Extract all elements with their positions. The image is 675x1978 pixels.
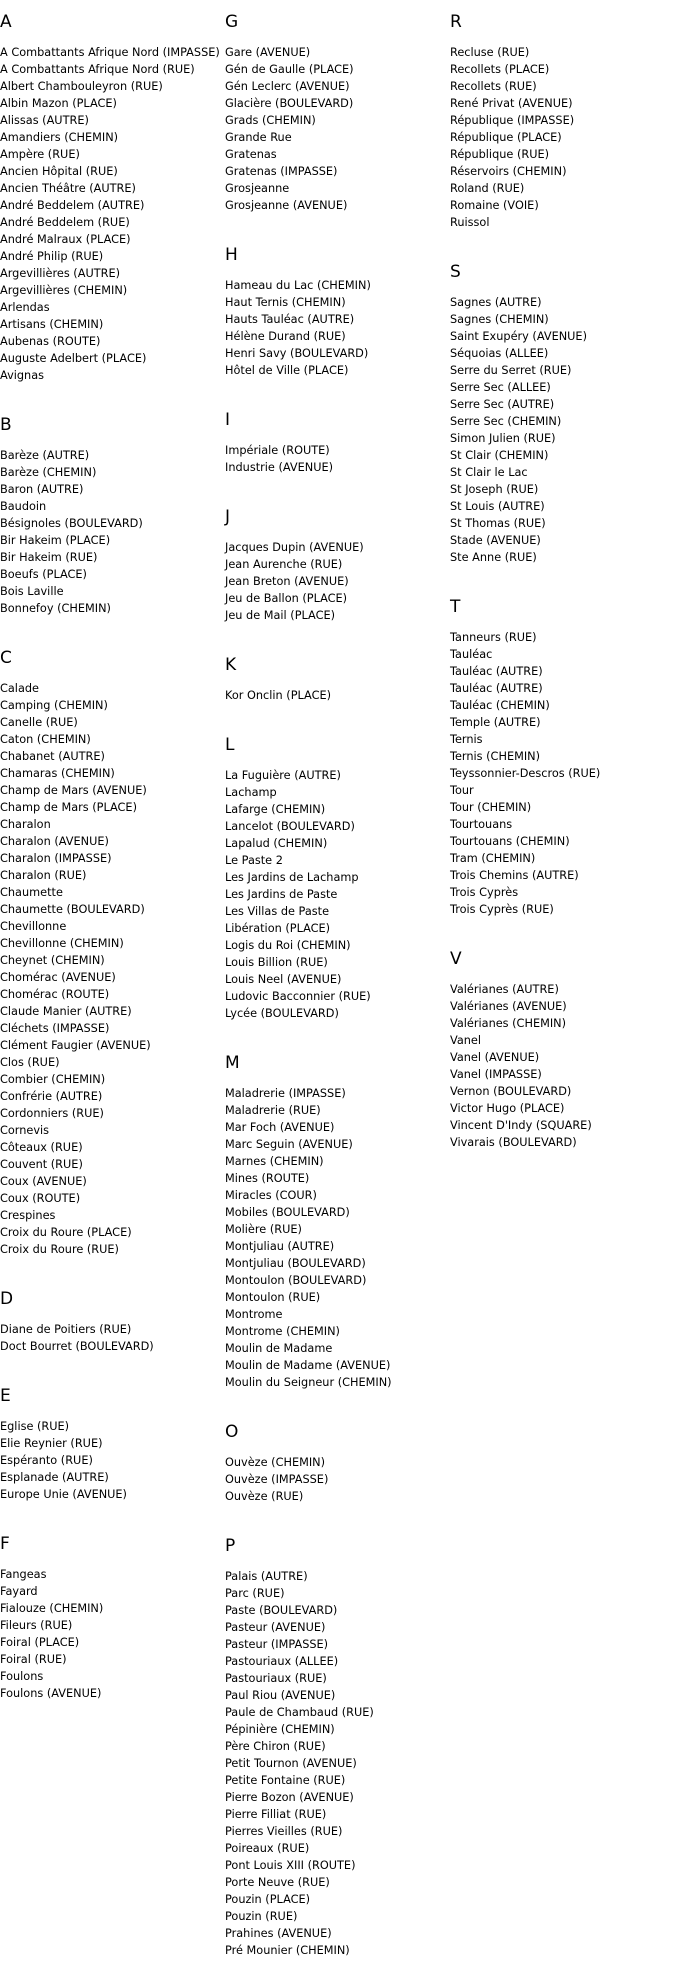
street-entry: Cléchets (IMPASSE) (0, 1022, 110, 1035)
street-entry: Les Villas de Paste (225, 905, 330, 918)
street-entry: République (RUE) (450, 148, 550, 161)
street-entry: Marnes (CHEMIN) (225, 1155, 324, 1168)
street-entry: Industrie (AVENUE) (225, 461, 334, 474)
street-entry: Jacques Dupin (AVENUE) (225, 541, 364, 554)
street-entry: Vincent D'Indy (SQUARE) (450, 1119, 592, 1132)
letter-section (0, 403, 225, 617)
street-list (0, 44, 225, 384)
street-entry: Grosjeanne (AVENUE) (225, 199, 348, 212)
street-entry: Clément Faugier (AVENUE) (0, 1039, 151, 1052)
street-list (225, 277, 450, 379)
letter-section (450, 585, 675, 918)
street-entry: Jean Breton (AVENUE) (225, 575, 349, 588)
street-entry: Hameau du Lac (CHEMIN) (225, 279, 371, 292)
street-entry: Doct Bourret (BOULEVARD) (0, 1340, 154, 1353)
section-letter-heading: O (225, 1422, 239, 1442)
street-list (225, 442, 450, 476)
street-entry: Artisans (CHEMIN) (0, 318, 104, 331)
street-entry: Tram (CHEMIN) (450, 852, 536, 865)
street-entry: Teyssonnier-Descros (RUE) (450, 767, 601, 780)
street-entry: Croix du Roure (RUE) (0, 1243, 119, 1256)
street-entry: République (IMPASSE) (450, 114, 575, 127)
letter-section (225, 1041, 450, 1391)
street-entry: Arlendas (0, 301, 50, 314)
street-entry: Haut Ternis (CHEMIN) (225, 296, 346, 309)
street-entry: Boeufs (PLACE) (0, 568, 87, 581)
street-entry: Champ de Mars (AVENUE) (0, 784, 147, 797)
street-entry: Lancelot (BOULEVARD) (225, 820, 355, 833)
street-entry: Séquoias (ALLEE) (450, 347, 549, 360)
street-entry: Cornevis (0, 1124, 50, 1137)
street-entry: Fialouze (CHEMIN) (0, 1602, 104, 1615)
street-entry: Canelle (RUE) (0, 716, 78, 729)
street-entry: Sagnes (AUTRE) (450, 296, 542, 309)
street-entry: Avignas (0, 369, 45, 382)
street-entry: André Beddelem (RUE) (0, 216, 130, 229)
section-letter-heading: B (0, 415, 12, 435)
street-entry: Fayard (0, 1585, 38, 1598)
street-entry: Coux (ROUTE) (0, 1192, 81, 1205)
street-entry: Tauléac (450, 648, 493, 661)
street-entry: Amandiers (CHEMIN) (0, 131, 119, 144)
street-entry: Mobiles (BOULEVARD) (225, 1206, 350, 1219)
street-entry: Pasteur (AVENUE) (225, 1621, 326, 1634)
street-entry: Albin Mazon (PLACE) (0, 97, 117, 110)
street-entry: Serre Sec (AUTRE) (450, 398, 555, 411)
street-entry: Tourtouans (CHEMIN) (450, 835, 570, 848)
street-entry: Sagnes (CHEMIN) (450, 313, 549, 326)
street-list (0, 680, 225, 1258)
street-entry: Lapalud (CHEMIN) (225, 837, 328, 850)
street-entry: Maladrerie (IMPASSE) (225, 1087, 346, 1100)
street-entry: André Malraux (PLACE) (0, 233, 131, 246)
street-entry: Ternis (450, 733, 483, 746)
street-entry: André Philip (RUE) (0, 250, 104, 263)
street-entry: Pierres Vieilles (RUE) (225, 1825, 343, 1838)
street-entry: Foulons (AVENUE) (0, 1687, 102, 1700)
street-entry: Esplanade (AUTRE) (0, 1471, 109, 1484)
street-entry: Valérianes (CHEMIN) (450, 1017, 567, 1030)
street-entry: Jeu de Ballon (PLACE) (225, 592, 348, 605)
index-column-3 (450, 0, 675, 1170)
street-entry: Les Jardins de Lachamp (225, 871, 359, 884)
street-entry: Louis Neel (AVENUE) (225, 973, 342, 986)
street-entry: Foulons (0, 1670, 44, 1683)
letter-section (225, 643, 450, 704)
street-entry: Marc Seguin (AVENUE) (225, 1138, 353, 1151)
street-entry: Ruissol (450, 216, 490, 229)
street-entry: Grande Rue (225, 131, 292, 144)
street-entry: Temple (AUTRE) (450, 716, 541, 729)
street-entry: Bir Hakeim (RUE) (0, 551, 98, 564)
street-entry: Vernon (BOULEVARD) (450, 1085, 572, 1098)
street-entry: Auguste Adelbert (PLACE) (0, 352, 147, 365)
street-entry: Cheynet (CHEMIN) (0, 954, 105, 967)
street-entry: Elie Reynier (RUE) (0, 1437, 103, 1450)
section-letter-heading: R (450, 12, 462, 32)
street-entry: Vanel (AVENUE) (450, 1051, 540, 1064)
street-entry: Trois Chemins (AUTRE) (450, 869, 579, 882)
letter-section (450, 250, 675, 566)
street-entry: Molière (RUE) (225, 1223, 302, 1236)
street-entry: Tauléac (AUTRE) (450, 665, 543, 678)
street-list (225, 687, 450, 704)
street-entry: Serre du Serret (RUE) (450, 364, 572, 377)
street-entry: Pouzin (RUE) (225, 1910, 298, 1923)
street-entry: Clos (RUE) (0, 1056, 60, 1069)
street-entry: Palais (AUTRE) (225, 1570, 308, 1583)
street-entry: Louis Billion (RUE) (225, 956, 328, 969)
street-entry: Poireaux (RUE) (225, 1842, 310, 1855)
letter-section (225, 233, 450, 379)
section-letter-heading: A (0, 12, 12, 32)
street-entry: Montjuliau (AUTRE) (225, 1240, 335, 1253)
letter-section (0, 0, 225, 384)
street-entry: Parc (RUE) (225, 1587, 285, 1600)
street-entry: Argevillières (AUTRE) (0, 267, 121, 280)
section-letter-heading: J (225, 507, 231, 527)
street-entry: Le Paste 2 (225, 854, 283, 867)
street-entry: Paste (BOULEVARD) (225, 1604, 338, 1617)
street-entry: Impériale (ROUTE) (225, 444, 330, 457)
street-entry: Argevillières (CHEMIN) (0, 284, 128, 297)
street-entry: Claude Manier (AUTRE) (0, 1005, 132, 1018)
street-entry: Fangeas (0, 1568, 47, 1581)
street-entry: Ludovic Bacconnier (RUE) (225, 990, 371, 1003)
street-entry: Lachamp (225, 786, 277, 799)
letter-section (0, 1374, 225, 1503)
street-entry: Saint Exupéry (AVENUE) (450, 330, 587, 343)
street-entry: Grosjeanne (225, 182, 290, 195)
street-entry: Glacière (BOULEVARD) (225, 97, 354, 110)
street-entry: Barèze (CHEMIN) (0, 466, 97, 479)
street-entry: Tourtouans (450, 818, 513, 831)
street-list (0, 1418, 225, 1503)
street-entry: Maladrerie (RUE) (225, 1104, 321, 1117)
street-entry: Petite Fontaine (RUE) (225, 1774, 346, 1787)
letter-section (225, 398, 450, 476)
section-letter-heading: D (0, 1289, 14, 1309)
street-entry: Ouvèze (IMPASSE) (225, 1473, 329, 1486)
section-letter-heading: V (450, 949, 462, 969)
street-entry: Foiral (PLACE) (0, 1636, 80, 1649)
street-list (450, 44, 675, 231)
section-letter-heading: S (450, 262, 461, 282)
section-letter-heading: I (225, 410, 231, 430)
street-entry: René Privat (AVENUE) (450, 97, 573, 110)
street-entry: Alissas (AUTRE) (0, 114, 89, 127)
street-entry: Père Chiron (RUE) (225, 1740, 326, 1753)
street-entry: Ouvèze (CHEMIN) (225, 1456, 326, 1469)
street-entry: Victor Hugo (PLACE) (450, 1102, 565, 1115)
street-entry: André Beddelem (AUTRE) (0, 199, 145, 212)
street-entry: Vanel (450, 1034, 482, 1047)
street-entry: Gratenas (225, 148, 277, 161)
street-entry: Camping (CHEMIN) (0, 699, 108, 712)
street-entry: Porte Neuve (RUE) (225, 1876, 330, 1889)
letter-section (0, 1522, 225, 1702)
street-entry: Pastouriaux (ALLEE) (225, 1655, 339, 1668)
street-entry: Romaine (VOIE) (450, 199, 539, 212)
street-entry: Espéranto (RUE) (0, 1454, 93, 1467)
street-entry: Bésignoles (BOULEVARD) (0, 517, 143, 530)
street-entry: Chamaras (CHEMIN) (0, 767, 115, 780)
street-entry: Tauléac (CHEMIN) (450, 699, 550, 712)
street-entry: Charalon (RUE) (0, 869, 87, 882)
street-entry: Logis du Roi (CHEMIN) (225, 939, 351, 952)
street-entry: Mines (ROUTE) (225, 1172, 310, 1185)
street-entry: A Combattants Afrique Nord (RUE) (0, 63, 195, 76)
street-entry: Trois Cyprès (450, 886, 519, 899)
section-letter-heading: L (225, 735, 235, 755)
street-entry: Europe Unie (AVENUE) (0, 1488, 127, 1501)
street-entry: Tanneurs (RUE) (450, 631, 537, 644)
street-entry: Tour (CHEMIN) (450, 801, 532, 814)
street-entry: Confrérie (AUTRE) (0, 1090, 103, 1103)
street-entry: Simon Julien (RUE) (450, 432, 556, 445)
street-entry: Ampère (RUE) (0, 148, 80, 161)
street-entry: Valérianes (AUTRE) (450, 983, 559, 996)
street-list (225, 1568, 450, 1959)
street-entry: Bois Laville (0, 585, 64, 598)
street-entry: Diane de Poitiers (RUE) (0, 1323, 132, 1336)
street-entry: Trois Cyprès (RUE) (450, 903, 554, 916)
street-entry: Vanel (IMPASSE) (450, 1068, 542, 1081)
street-entry: Champ de Mars (PLACE) (0, 801, 137, 814)
letter-section (450, 0, 675, 231)
street-entry: Pont Louis XIII (ROUTE) (225, 1859, 356, 1872)
street-entry: Chaumette (0, 886, 63, 899)
street-entry: Calade (0, 682, 39, 695)
street-entry: St Joseph (RUE) (450, 483, 539, 496)
street-entry: Stade (AVENUE) (450, 534, 541, 547)
section-letter-heading: M (225, 1053, 240, 1073)
street-entry: Pierre Bozon (AVENUE) (225, 1791, 354, 1804)
street-entry: Barèze (AUTRE) (0, 449, 90, 462)
street-entry: Pierre Filliat (RUE) (225, 1808, 327, 1821)
street-entry: Gén Leclerc (AVENUE) (225, 80, 350, 93)
street-entry: Grads (CHEMIN) (225, 114, 316, 127)
street-entry: Jean Aurenche (RUE) (225, 558, 343, 571)
street-entry: Chaumette (BOULEVARD) (0, 903, 145, 916)
street-entry: Chevillonne (CHEMIN) (0, 937, 124, 950)
street-entry: République (PLACE) (450, 131, 562, 144)
street-entry: Pasteur (IMPASSE) (225, 1638, 329, 1651)
street-entry: Bonnefoy (CHEMIN) (0, 602, 111, 615)
street-entry: Mar Foch (AVENUE) (225, 1121, 335, 1134)
street-entry: Baron (AUTRE) (0, 483, 84, 496)
street-entry: La Fuguière (AUTRE) (225, 769, 341, 782)
street-entry: Crespines (0, 1209, 56, 1222)
street-list (0, 1566, 225, 1702)
letter-section (225, 0, 450, 214)
street-entry: Recollets (PLACE) (450, 63, 550, 76)
street-entry: Gén de Gaulle (PLACE) (225, 63, 354, 76)
section-letter-heading: F (0, 1534, 10, 1554)
street-entry: Chabanet (AUTRE) (0, 750, 105, 763)
street-entry: Lafarge (CHEMIN) (225, 803, 326, 816)
street-entry: Serre Sec (CHEMIN) (450, 415, 562, 428)
street-entry: Petit Tournon (AVENUE) (225, 1757, 357, 1770)
street-entry: St Clair le Lac (450, 466, 528, 479)
street-entry: Tour (450, 784, 474, 797)
street-entry: Côteaux (RUE) (0, 1141, 83, 1154)
street-entry: Croix du Roure (PLACE) (0, 1226, 132, 1239)
street-entry: St Louis (AUTRE) (450, 500, 545, 513)
street-entry: Montoulon (RUE) (225, 1291, 321, 1304)
street-entry: Hélène Durand (RUE) (225, 330, 346, 343)
street-entry: Jeu de Mail (PLACE) (225, 609, 336, 622)
letter-section (225, 723, 450, 1022)
street-entry: St Clair (CHEMIN) (450, 449, 549, 462)
street-list (450, 629, 675, 918)
street-entry: Ancien Hôpital (RUE) (0, 165, 118, 178)
street-entry: Baudoin (0, 500, 47, 513)
street-entry: Caton (CHEMIN) (0, 733, 91, 746)
street-entry: Cordonniers (RUE) (0, 1107, 104, 1120)
letter-section (0, 1277, 225, 1355)
street-entry: Paule de Chambaud (RUE) (225, 1706, 374, 1719)
letter-section (450, 937, 675, 1151)
street-entry: Libération (PLACE) (225, 922, 331, 935)
section-letter-heading: C (0, 648, 12, 668)
street-entry: Recluse (RUE) (450, 46, 530, 59)
section-letter-heading: P (225, 1536, 236, 1556)
street-entry: Montoulon (BOULEVARD) (225, 1274, 367, 1287)
street-entry: Montrome (CHEMIN) (225, 1325, 340, 1338)
street-entry: Fileurs (RUE) (0, 1619, 73, 1632)
street-entry: Gratenas (IMPASSE) (225, 165, 338, 178)
street-entry: Vivarais (BOULEVARD) (450, 1136, 577, 1149)
street-entry: Foiral (RUE) (0, 1653, 67, 1666)
street-entry: Bir Hakeim (PLACE) (0, 534, 111, 547)
street-list (0, 1321, 225, 1355)
section-letter-heading: K (225, 655, 237, 675)
street-entry: Pépinière (CHEMIN) (225, 1723, 335, 1736)
street-entry: A Combattants Afrique Nord (IMPASSE) (0, 46, 220, 59)
street-list (450, 981, 675, 1151)
street-list (0, 447, 225, 617)
street-entry: Combier (CHEMIN) (0, 1073, 106, 1086)
street-entry: Chevillonne (0, 920, 67, 933)
street-entry: Albert Chambouleyron (RUE) (0, 80, 163, 93)
letter-section (225, 495, 450, 624)
street-list (225, 44, 450, 214)
street-entry: Charalon (0, 818, 51, 831)
section-letter-heading: G (225, 12, 239, 32)
street-list (225, 1454, 450, 1505)
street-entry: Moulin de Madame (AVENUE) (225, 1359, 391, 1372)
street-entry: Recollets (RUE) (450, 80, 537, 93)
letter-section (225, 1524, 450, 1959)
street-list (225, 1085, 450, 1391)
street-entry: Charalon (IMPASSE) (0, 852, 112, 865)
street-entry: Aubenas (ROUTE) (0, 335, 101, 348)
street-entry: St Thomas (RUE) (450, 517, 546, 530)
street-entry: Réservoirs (CHEMIN) (450, 165, 567, 178)
street-entry: Kor Onclin (PLACE) (225, 689, 332, 702)
street-list (225, 539, 450, 624)
street-list (225, 767, 450, 1022)
street-entry: Coux (AVENUE) (0, 1175, 87, 1188)
street-entry: Hauts Tauléac (AUTRE) (225, 313, 355, 326)
street-entry: Eglise (RUE) (0, 1420, 70, 1433)
street-entry: Henri Savy (BOULEVARD) (225, 347, 369, 360)
street-entry: Pré Mounier (CHEMIN) (225, 1944, 350, 1957)
street-entry: Paul Riou (AVENUE) (225, 1689, 336, 1702)
index-column-1 (0, 0, 225, 1721)
street-entry: Ancien Théâtre (AUTRE) (0, 182, 136, 195)
letter-section (0, 636, 225, 1258)
street-entry: Tauléac (AUTRE) (450, 682, 543, 695)
street-entry: Hôtel de Ville (PLACE) (225, 364, 349, 377)
index-column-2 (225, 0, 450, 1978)
street-entry: Prahines (AVENUE) (225, 1927, 332, 1940)
street-entry: Couvent (RUE) (0, 1158, 83, 1171)
street-entry: Lycée (BOULEVARD) (225, 1007, 339, 1020)
street-entry: Gare (AVENUE) (225, 46, 311, 59)
street-entry: Les Jardins de Paste (225, 888, 338, 901)
street-entry: Chomérac (AVENUE) (0, 971, 116, 984)
street-entry: Roland (RUE) (450, 182, 525, 195)
street-entry: Ste Anne (RUE) (450, 551, 537, 564)
street-entry: Moulin du Seigneur (CHEMIN) (225, 1376, 392, 1389)
street-entry: Ouvèze (RUE) (225, 1490, 304, 1503)
street-entry: Ternis (CHEMIN) (450, 750, 541, 763)
street-entry: Serre Sec (ALLEE) (450, 381, 551, 394)
street-entry: Valérianes (AVENUE) (450, 1000, 567, 1013)
letter-section (225, 1410, 450, 1505)
section-letter-heading: E (0, 1386, 11, 1406)
street-entry: Pouzin (PLACE) (225, 1893, 311, 1906)
street-entry: Charalon (AVENUE) (0, 835, 109, 848)
section-letter-heading: T (450, 597, 461, 617)
street-entry: Chomérac (ROUTE) (0, 988, 110, 1001)
street-entry: Pastouriaux (RUE) (225, 1672, 327, 1685)
street-entry: Montjuliau (BOULEVARD) (225, 1257, 366, 1270)
street-list (450, 294, 675, 566)
section-letter-heading: H (225, 245, 238, 265)
street-entry: Miracles (COUR) (225, 1189, 317, 1202)
street-entry: Montrome (225, 1308, 283, 1321)
street-entry: Moulin de Madame (225, 1342, 333, 1355)
